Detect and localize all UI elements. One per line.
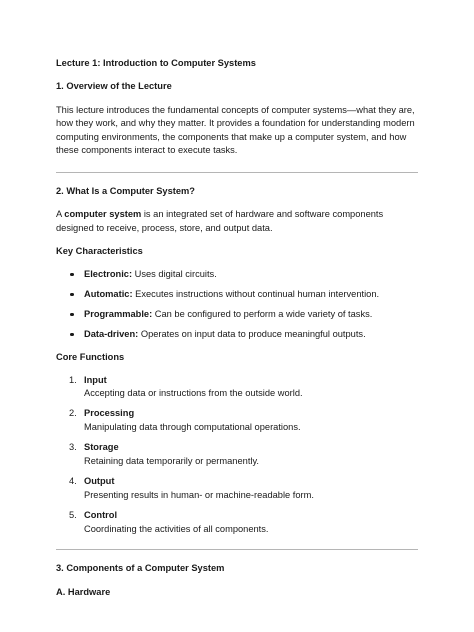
function-description: Coordinating the activities of all components. xyxy=(84,523,269,534)
core-functions-title: Core Functions xyxy=(56,352,125,363)
function-name: Output xyxy=(84,476,115,487)
characteristic-term: Electronic: xyxy=(84,268,133,279)
function-name: Control xyxy=(84,510,118,521)
function-description: Accepting data or instructions from the outside world. xyxy=(84,388,303,398)
list-item xyxy=(56,308,418,321)
item-number: 5. xyxy=(69,510,77,521)
core-functions-list xyxy=(56,374,418,537)
section-1-title: 1. Overview of the Lecture xyxy=(56,81,172,92)
characteristics-list xyxy=(56,268,418,341)
section-divider xyxy=(56,549,418,550)
list-item xyxy=(56,407,418,434)
intro-bold-term: computer system xyxy=(64,209,142,220)
characteristic-term: Automatic: xyxy=(84,288,133,299)
item-number: 2. xyxy=(69,408,77,419)
function-name: Processing xyxy=(84,408,135,419)
bullet-icon xyxy=(70,273,74,277)
list-item xyxy=(56,509,418,536)
item-number: 1. xyxy=(69,374,77,385)
characteristic-term: Programmable: xyxy=(84,308,153,319)
item-number: 4. xyxy=(69,476,77,487)
characteristic-text: Uses digital circuits. xyxy=(132,268,217,279)
function-name: Storage xyxy=(84,442,119,453)
section-divider xyxy=(56,172,418,173)
characteristic-text: Can be configured to perform a wide variety of tasks. xyxy=(152,308,373,319)
function-description: Retaining data temporarily or permanently. xyxy=(84,455,260,466)
list-item xyxy=(56,441,418,468)
characteristic-text: Operates on input data to produce meaningful outputs. xyxy=(138,328,366,339)
characteristic-term: Data-driven: xyxy=(84,328,139,339)
function-description: Manipulating data through computational operations. xyxy=(84,421,301,432)
section-3-title: 3. Components of a Computer System xyxy=(56,563,225,574)
list-item xyxy=(56,374,418,401)
intro-suffix: is an integrated set of hardware and software components designed to receive, process, store, and output data. xyxy=(56,209,384,233)
function-name: Input xyxy=(84,374,107,385)
item-number: 3. xyxy=(69,442,77,453)
document-title: Lecture 1: Introduction to Computer Systems xyxy=(56,58,256,68)
list-item xyxy=(56,268,418,281)
bullet-icon xyxy=(70,333,74,337)
section-2-title: 2. What Is a Computer System? xyxy=(56,185,195,196)
characteristic-text: Executes instructions without continual human intervention. xyxy=(132,288,380,299)
subsection-a-title: A. Hardware xyxy=(56,586,111,597)
list-item xyxy=(56,475,418,502)
section-2-intro xyxy=(56,208,418,235)
key-characteristics-title: Key Characteristics xyxy=(56,246,143,257)
function-description: Presenting results in human- or machine-readable form. xyxy=(84,489,314,500)
section-1-body: This lecture introduces the fundamental concepts of computer systems—what they are, how they work, and why they matter. It provides a foundation for understanding modern computing environments, the components that make up a computer system, and how these components interact to execute tasks. xyxy=(56,104,415,156)
bullet-icon xyxy=(70,313,74,317)
list-item xyxy=(56,328,418,341)
intro-prefix: A xyxy=(56,209,65,220)
bullet-icon xyxy=(70,293,74,297)
list-item xyxy=(56,288,418,301)
